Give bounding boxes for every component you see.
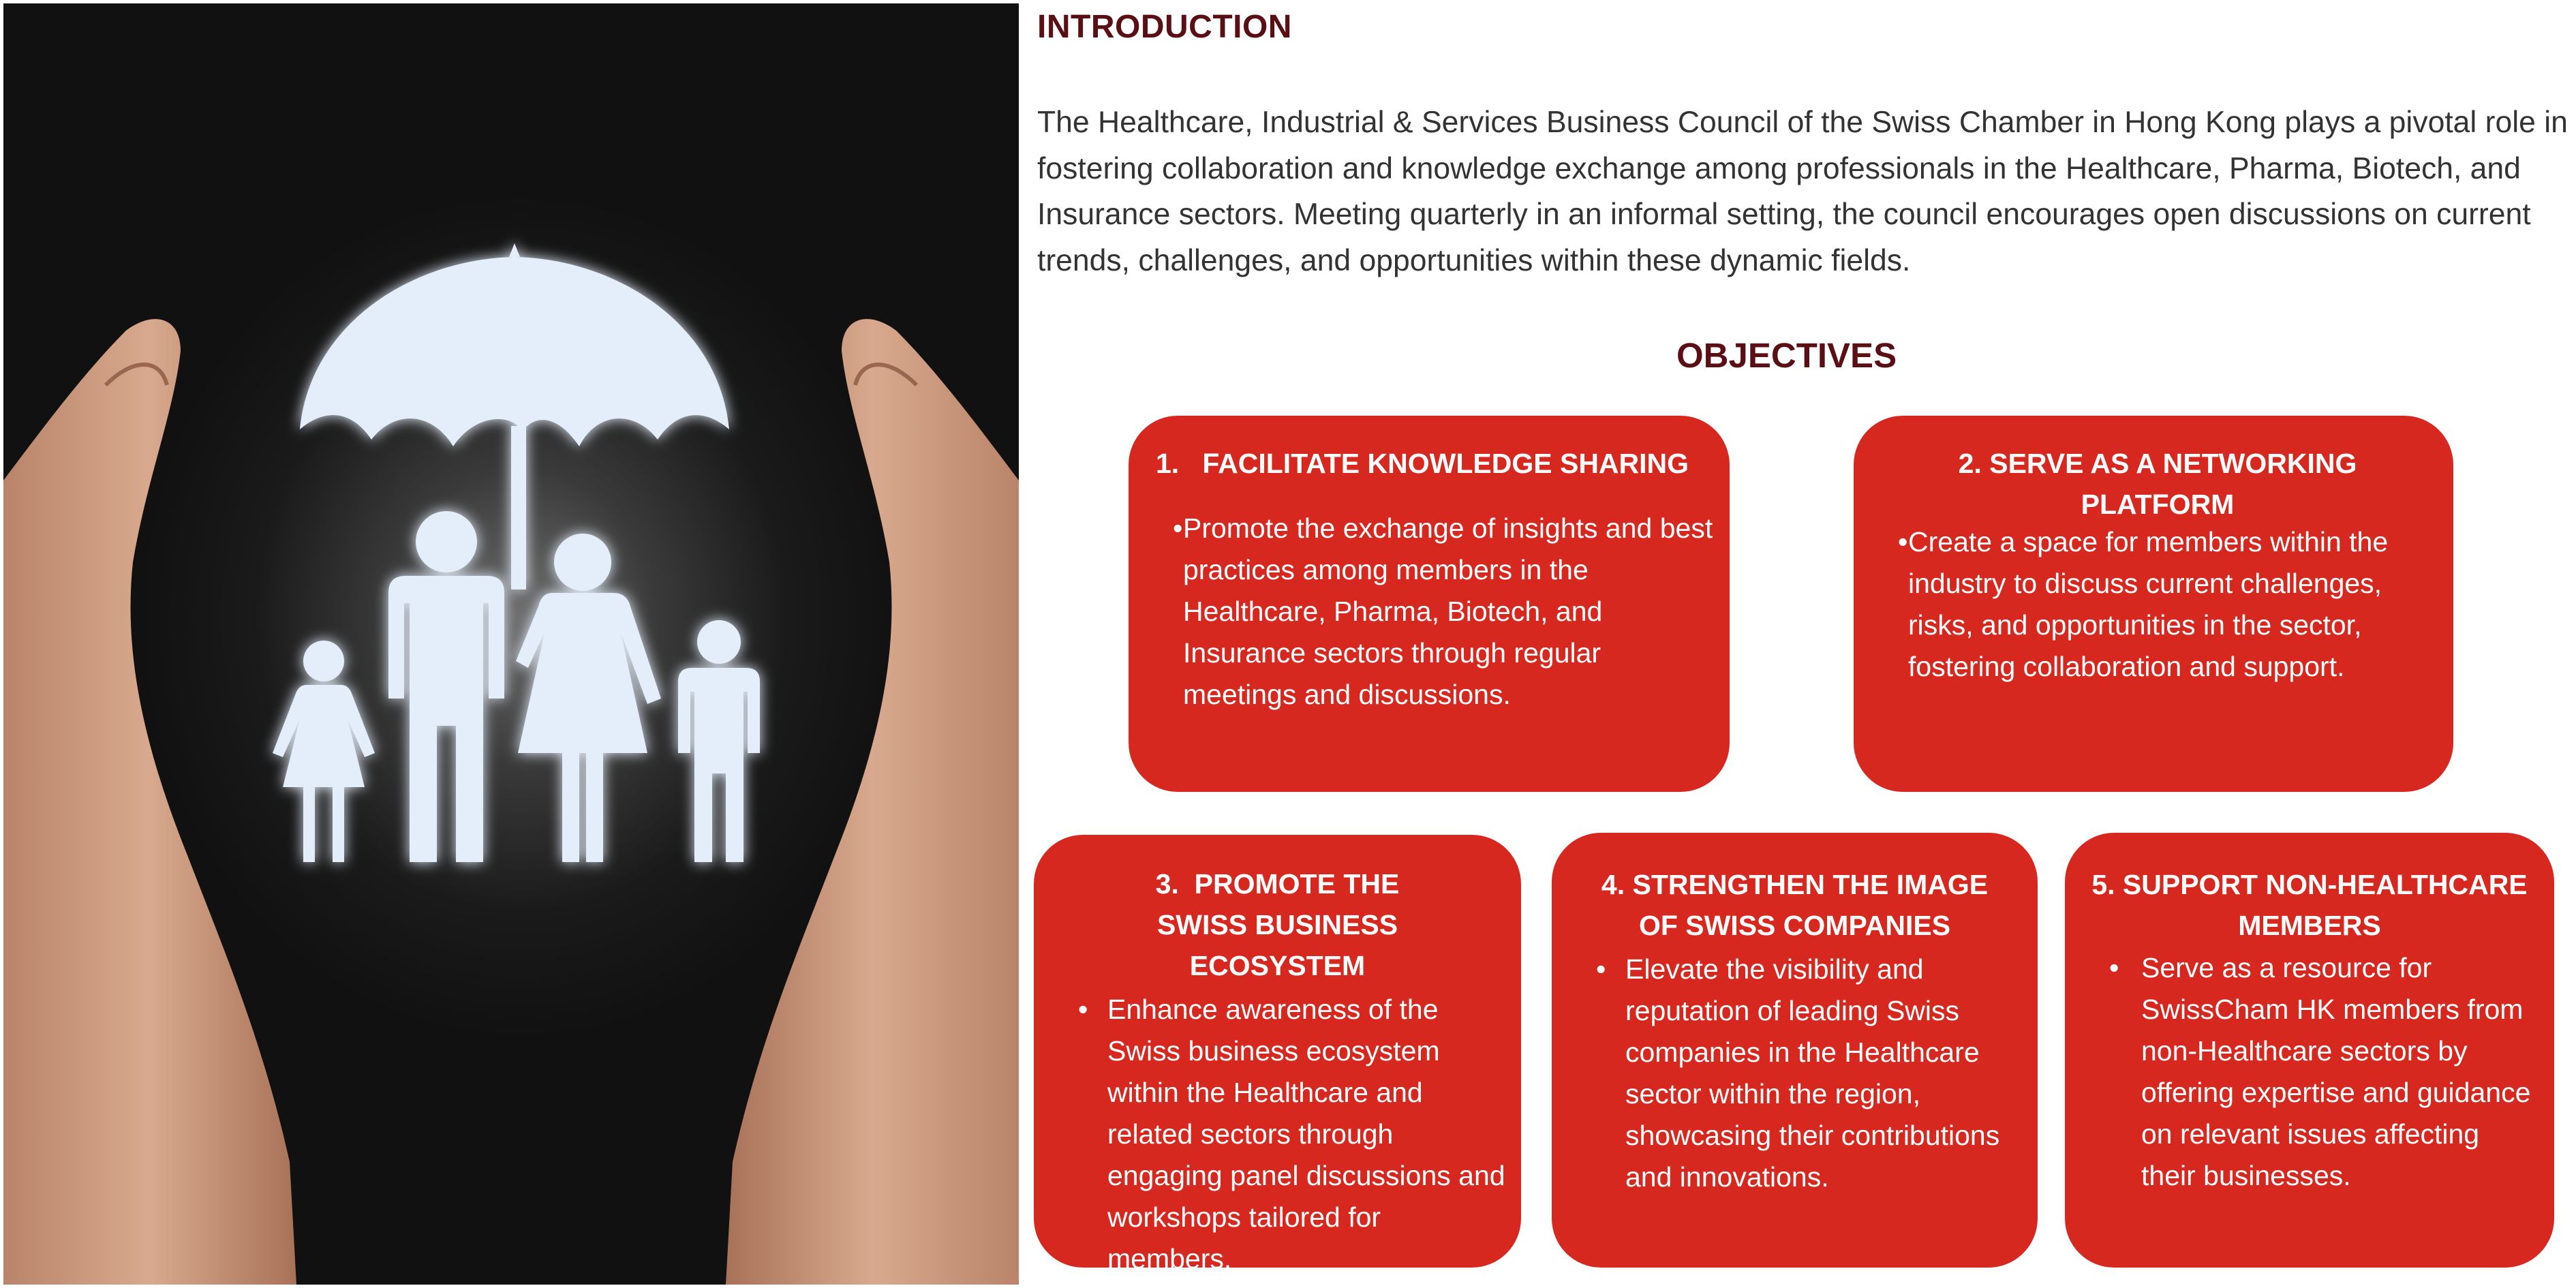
objective-card-1 bbox=[1129, 416, 1730, 792]
objective-title: 5. SUPPORT NON-HEALTHCARE MEMBERS bbox=[2091, 869, 2528, 941]
objective-card-4 bbox=[1552, 833, 2038, 1268]
objective-text: • Serve as a resource for SwissCham HK members from non-Healthcare sectors by offering expertise and guidance on relevant issues affecting their businesses. bbox=[2079, 947, 2541, 1197]
objective-card-3 bbox=[1034, 835, 1521, 1274]
intro-heading: INTRODUCTION bbox=[1037, 9, 1292, 45]
intro-paragraph: The Healthcare, Industrial & Services Business Council of the Swiss Chamber in Hong Kong plays a pivotal role in fostering collaboration and knowledge exchange among professionals in the Healthcare, Pharma, Biotech, and Insurance sectors. Meeting quarterly in an informal setting, the council encourages open discussions on current trends, challenges, and opportunities within these dynamic fields. bbox=[1037, 106, 2568, 277]
objective-card-2 bbox=[1854, 416, 2453, 792]
objective-card-5 bbox=[2065, 833, 2554, 1268]
hero-image bbox=[3, 3, 1019, 1285]
objective-text: • Elevate the visibility and reputation of leading Swiss companies in the Healthcare sector within the region, showcasing their contributions and innovations. bbox=[1565, 949, 2024, 1198]
objective-title: 1. FACILITATE KNOWLEDGE SHARING bbox=[1156, 448, 1689, 479]
objective-title: 2. SERVE AS A NETWORKING PLATFORM bbox=[1958, 448, 2357, 520]
objectives-heading: OBJECTIVES bbox=[1676, 336, 1897, 375]
umbrella-family-hands-icon bbox=[3, 3, 1019, 1285]
objective-title: 4. STRENGTHEN THE IMAGE OF SWISS COMPANIES bbox=[1601, 869, 1989, 941]
objective-text: • Promote the exchange of insights and best practices among members in the Healthcare, Pharma, Biotech, and Insurance sectors through regular meetings and discussions. bbox=[1142, 508, 1716, 716]
objective-text: • Create a space for members within the industry to discuss current challenges, risks, and opportunities in the sector, fostering collaboration and support. bbox=[1867, 521, 2434, 688]
objective-text: • Enhance awareness of the Swiss business ecosystem within the Healthcare and related sectors through engaging panel discussions and workshops tailored for members. bbox=[1047, 989, 1507, 1280]
objective-title: 3. PROMOTE THE SWISS BUSINESS ECOSYSTEM bbox=[1155, 868, 1400, 981]
